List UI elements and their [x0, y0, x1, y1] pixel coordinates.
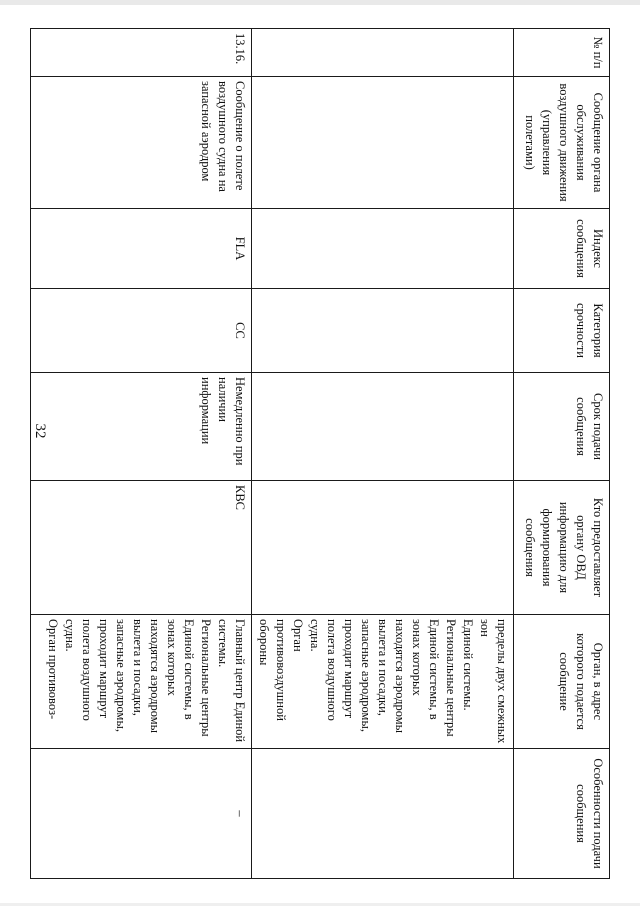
scan-edge-top — [0, 0, 640, 5]
cell-index: FLA — [31, 209, 252, 289]
cell-empty — [252, 373, 514, 481]
header-features: Особенности подачи сообщения — [514, 749, 610, 879]
table-row — [31, 29, 252, 879]
cell-empty — [252, 77, 514, 209]
features-dash: – — [233, 810, 247, 817]
cell-provider: КВС — [31, 481, 252, 615]
cell-recipient: Главный центр Единой системы. Региональные центры Единой системы, в зонах которых находятся аэродромы вылета и посадки, запасные аэродромы, проходит маршрут полета воздушного судна. Орган противовоз- — [31, 615, 252, 749]
cell-features — [31, 749, 252, 879]
header-recipient: Орган, в адрес которого подается сообщение — [514, 615, 610, 749]
rotated-table-wrapper — [46, 28, 610, 878]
cell-empty — [252, 749, 514, 879]
header-deadline: Срок подачи сообщения — [514, 373, 610, 481]
cell-number: 13.16. — [31, 29, 252, 77]
header-number: № п/п — [514, 29, 610, 77]
message-table — [30, 28, 610, 879]
header-message: Сообщение органа обслуживания воздушного движения (управления полетами) — [514, 77, 610, 209]
cell-empty — [252, 289, 514, 373]
cell-empty — [252, 29, 514, 77]
cell-empty — [252, 481, 514, 615]
cell-recipient-continuation: пределы двух смежных зон Единой системы. Региональные центры Единой системы, в зонах которых находятся аэродромы вылета и посадки, запасные аэродромы, проходит маршрут полета воздушного судна. Орган противовоздушной обороны — [252, 615, 514, 749]
table-header-row — [514, 29, 610, 879]
cell-urgency: СС — [31, 289, 252, 373]
header-provider: Кто предоставляет органу ОВД информацию для формирования сообщения — [514, 481, 610, 615]
cell-empty — [252, 209, 514, 289]
table-row-continuation — [252, 29, 514, 879]
cell-message: Сообщение о полете воздушного судна на запасной аэродром — [31, 77, 252, 209]
page-number: 32 — [32, 423, 48, 439]
cell-deadline: Немедленно при наличии информации — [31, 373, 252, 481]
header-index: Индекс сообщения — [514, 209, 610, 289]
header-urgency: Категория срочности — [514, 289, 610, 373]
